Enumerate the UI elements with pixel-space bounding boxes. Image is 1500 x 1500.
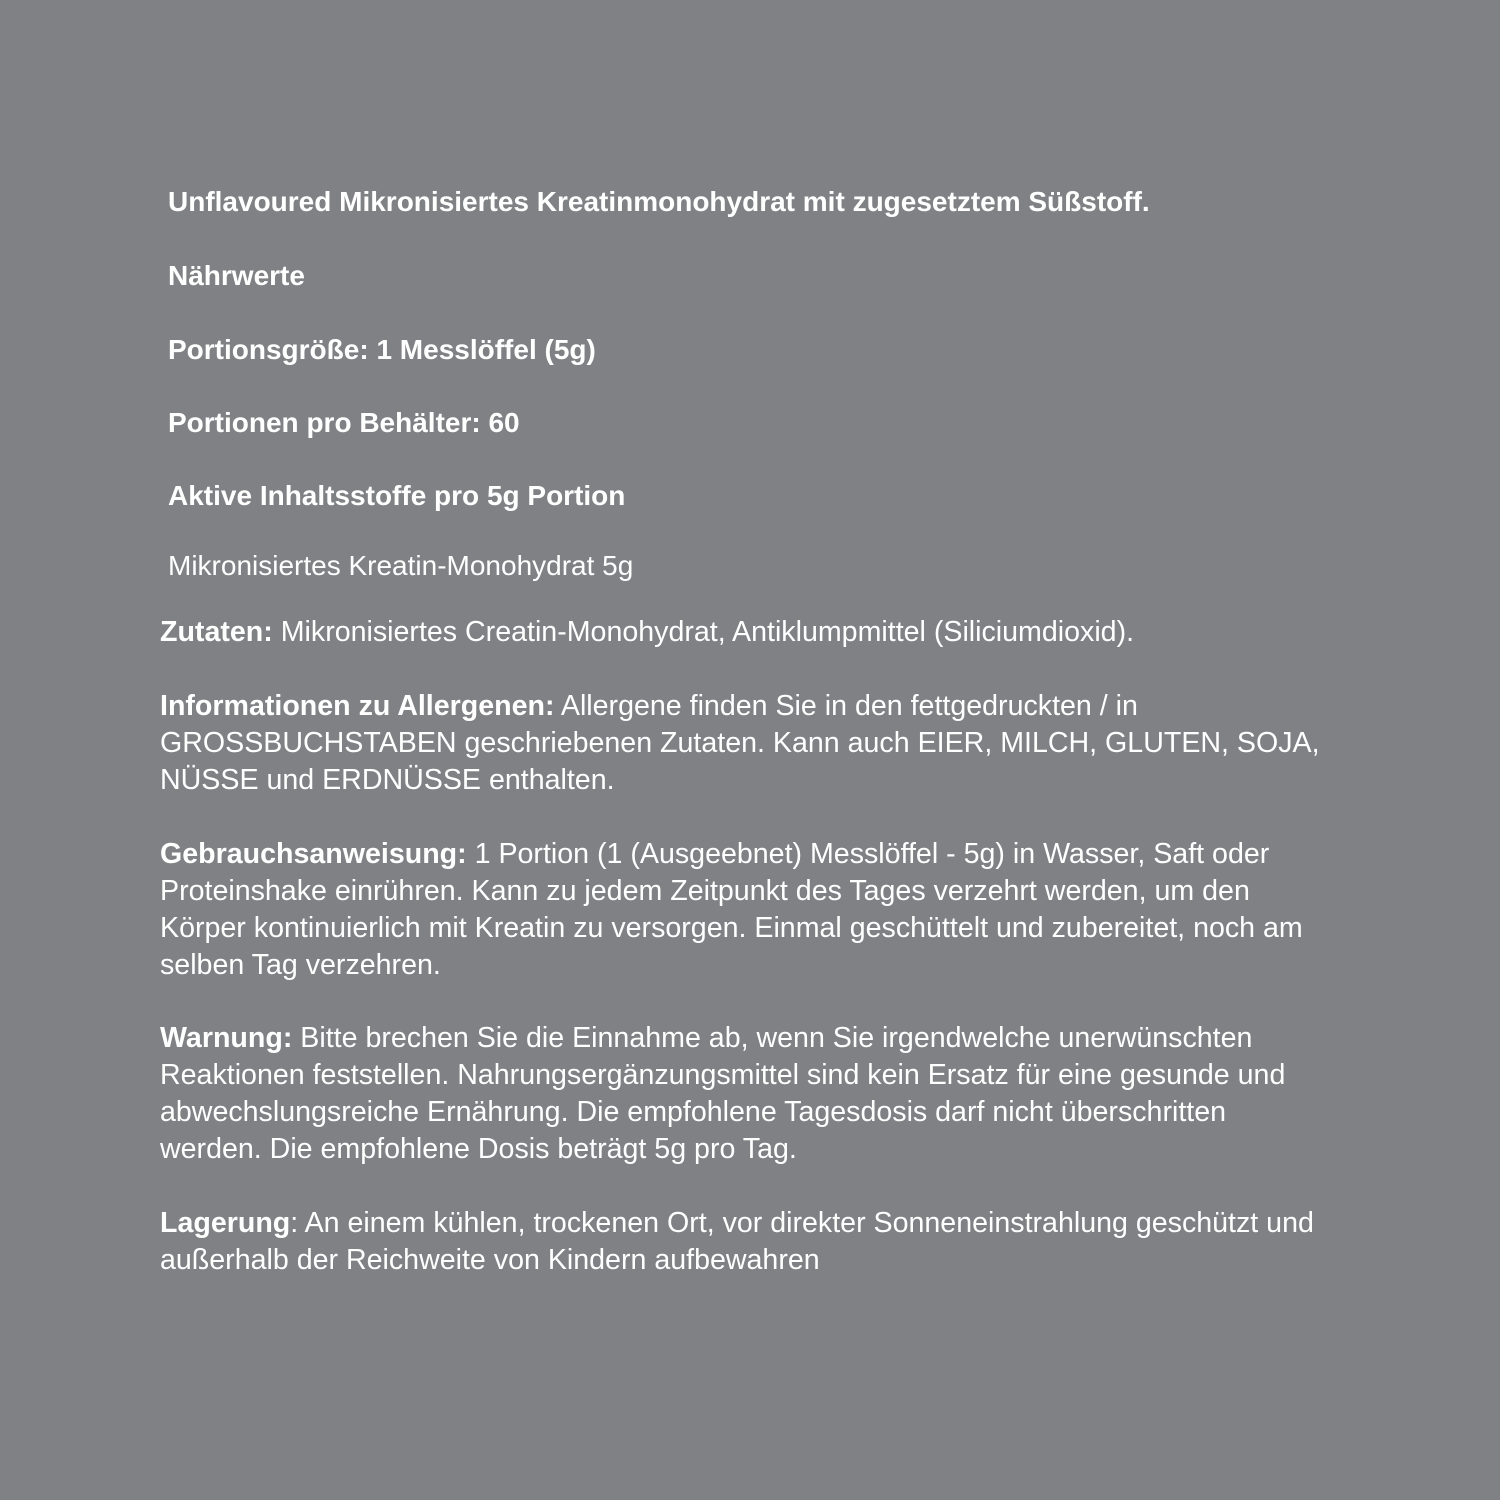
allergens-section (160, 688, 1320, 799)
serving-size: Portionsgröße: 1 Messlöffel (5g) (168, 334, 596, 365)
product-title: Unflavoured Mikronisiertes Kreatinmonohydrat mit zugesetztem Süßstoff. (168, 186, 1150, 217)
warning-text: Bitte brechen Sie die Einnahme ab, wenn Sie irgendwelche unerwünschten Reaktionen feststellen. Nahrungsergänzungsmittel sind kein Ersatz für eine gesunde und abwechslungsreiche Ernährung. Die empfohlene Tagesdosis darf nicht überschritten werden. Die empfohlene Dosis beträgt 5g pro Tag. (160, 1022, 1286, 1165)
usage-text: 1 Portion (1 (Ausgeebnet) Messlöffel - 5g) in Wasser, Saft oder Proteinshake einrühren. Kann zu jedem Zeitpunkt des Tages verzehrt werden, um den Körper kontinuierlich mit Kreatin zu versorgen. Einmal geschüttelt und zubereitet, noch am selben Tag verzehren. (160, 838, 1303, 981)
nutrition-heading: Nährwerte (168, 260, 305, 291)
ingredients-text: Mikronisiertes Creatin-Monohydrat, Antiklumpmittel (Siliciumdioxid). (272, 616, 1135, 648)
usage-label: Gebrauchsanweisung: (160, 838, 467, 870)
allergens-label: Informationen zu Allergenen: (160, 690, 555, 722)
active-ingredient-line: Mikronisiertes Kreatin-Monohydrat 5g (168, 550, 634, 581)
usage-section (160, 836, 1320, 984)
allergens-text: Allergene finden Sie in den fettgedruckten / in GROSSBUCHSTABEN geschriebenen Zutaten. Kann auch EIER, MILCH, GLUTEN, SOJA, NÜSSE und ERDNÜSSE enthalten. (160, 690, 1320, 796)
ingredients-label: Zutaten: (160, 616, 273, 648)
storage-label: Lagerung (160, 1207, 291, 1239)
servings-per-container: Portionen pro Behälter: 60 (168, 407, 520, 438)
ingredients-section (160, 614, 1320, 651)
storage-text: : An einem kühlen, trockenen Ort, vor direkter Sonneneinstrahlung geschützt und außerhalb der Reichweite von Kindern aufbewahren (160, 1207, 1314, 1276)
active-ingredients-heading: Aktive Inhaltsstoffe pro 5g Portion (168, 480, 626, 511)
warning-label: Warnung: (160, 1022, 293, 1054)
storage-section (160, 1205, 1320, 1279)
warning-section (160, 1020, 1320, 1168)
